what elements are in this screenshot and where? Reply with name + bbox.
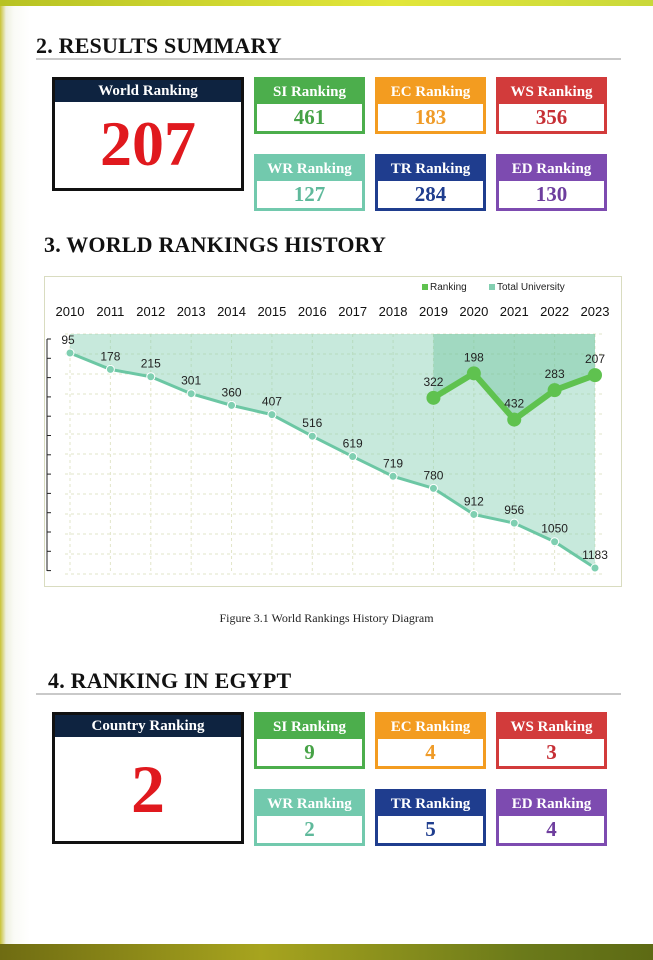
wr-ranking-card — [254, 154, 365, 211]
ranking-point — [467, 366, 481, 380]
history-chart — [44, 276, 622, 587]
egypt-ws-ranking-value: 3 — [546, 740, 557, 764]
total-university-point — [591, 564, 599, 572]
section-divider — [36, 693, 621, 695]
country-ranking-label: Country Ranking — [55, 715, 241, 737]
total-university-point — [66, 349, 74, 357]
total-university-point — [510, 519, 518, 527]
section-divider — [36, 58, 621, 60]
country-ranking-value: 2 — [131, 751, 165, 827]
total-university-data-label: 301 — [181, 373, 202, 388]
ranking-point — [507, 413, 521, 427]
egypt-wr-ranking-card — [254, 789, 365, 846]
si-ranking-value: 461 — [293, 105, 326, 129]
ranking-data-label: 322 — [423, 374, 444, 389]
history-title: 3. WORLD RANKINGS HISTORY — [44, 232, 387, 257]
total-university-data-label: 1183 — [582, 548, 608, 562]
ed-ranking-value: 130 — [535, 182, 568, 206]
history-chart-svg — [45, 277, 621, 586]
ec-ranking-card — [375, 77, 486, 134]
egypt-si-ranking-label: SI Ranking — [257, 715, 362, 739]
egypt-ec-ranking-card — [375, 712, 486, 769]
world-ranking-value: 207 — [100, 108, 196, 179]
x-tick-label: 2011 — [96, 304, 125, 319]
tr-ranking-card — [375, 154, 486, 211]
x-tick-label: 2012 — [136, 304, 166, 319]
ranking-data-label: 432 — [504, 396, 525, 411]
total-university-point — [147, 373, 155, 381]
total-university-point — [106, 365, 114, 373]
total-university-point — [308, 432, 316, 440]
egypt-ec-ranking-value: 4 — [425, 740, 436, 764]
egypt-si-ranking-value: 9 — [304, 740, 315, 764]
total-university-data-label: 780 — [423, 468, 444, 483]
legend-swatch-ranking — [422, 284, 428, 290]
tr-ranking-value: 284 — [414, 182, 447, 206]
total-university-point — [268, 411, 276, 419]
total-university-point — [389, 472, 397, 480]
egypt-ec-ranking-label: EC Ranking — [378, 715, 483, 739]
total-university-point — [551, 538, 559, 546]
total-university-data-label: 215 — [140, 356, 161, 371]
world-ranking-card — [52, 77, 244, 191]
si-ranking-card — [254, 77, 365, 134]
total-university-data-label: 360 — [221, 385, 242, 400]
ranking-point — [426, 391, 440, 405]
x-tick-label: 2019 — [419, 304, 448, 319]
ws-ranking-value: 356 — [535, 105, 568, 129]
top-accent-bar — [0, 0, 653, 6]
egypt-tr-ranking-label: TR Ranking — [378, 792, 483, 816]
x-tick-label: 2013 — [176, 304, 206, 319]
world-ranking-label: World Ranking — [55, 80, 241, 102]
si-ranking-label: SI Ranking — [257, 80, 362, 104]
egypt-ed-ranking-value: 4 — [546, 817, 557, 841]
ranking-data-label: 198 — [463, 350, 484, 365]
wr-ranking-label: WR Ranking — [257, 157, 362, 181]
egypt-ws-ranking-card — [496, 712, 607, 769]
egypt-wr-ranking-value: 2 — [304, 817, 315, 841]
total-university-point — [187, 390, 195, 398]
egypt-ws-ranking-label: WS Ranking — [499, 715, 604, 739]
x-tick-label: 2022 — [540, 304, 570, 319]
x-tick-label: 2017 — [338, 304, 368, 319]
egypt-title: 4. RANKING IN EGYPT — [48, 668, 292, 693]
x-tick-label: 2021 — [499, 304, 529, 319]
ws-ranking-card — [496, 77, 607, 134]
total-university-data-label: 178 — [100, 349, 121, 364]
egypt-tr-ranking-card — [375, 789, 486, 846]
country-ranking-card — [52, 712, 244, 844]
total-university-point — [349, 453, 357, 461]
x-tick-label: 2023 — [580, 304, 610, 319]
total-university-data-label: 956 — [504, 503, 525, 518]
ranking-point — [588, 368, 602, 382]
total-university-data-label: 516 — [302, 416, 323, 431]
x-tick-label: 2020 — [459, 304, 489, 319]
ec-ranking-value: 183 — [414, 105, 447, 129]
results-summary-title: 2. RESULTS SUMMARY — [36, 33, 282, 58]
ranking-data-label: 207 — [584, 352, 606, 367]
total-university-point — [429, 484, 437, 492]
legend-label-ranking: Ranking — [430, 282, 467, 293]
egypt-si-ranking-card — [254, 712, 365, 769]
x-tick-label: 2014 — [217, 304, 246, 319]
ed-ranking-label: ED Ranking — [499, 157, 604, 181]
ec-ranking-label: EC Ranking — [378, 80, 483, 104]
wr-ranking-value: 127 — [293, 182, 326, 206]
x-tick-label: 2015 — [257, 304, 287, 319]
egypt-tr-ranking-value: 5 — [425, 817, 436, 841]
legend-label-total-university: Total University — [497, 282, 565, 293]
x-tick-label: 2010 — [55, 304, 85, 319]
egypt-ed-ranking-card — [496, 789, 607, 846]
total-university-data-label: 407 — [261, 394, 282, 409]
total-university-data-label: 95 — [61, 333, 75, 347]
total-university-data-label: 1050 — [541, 521, 568, 536]
bottom-accent-bar — [0, 944, 653, 960]
egypt-wr-ranking-label: WR Ranking — [257, 792, 362, 816]
total-university-point — [228, 401, 236, 409]
ed-ranking-card — [496, 154, 607, 211]
x-tick-label: 2018 — [378, 304, 408, 319]
ranking-data-label: 283 — [544, 367, 565, 382]
total-university-data-label: 619 — [342, 436, 363, 451]
total-university-point — [470, 510, 478, 518]
total-university-data-label: 912 — [463, 494, 484, 509]
total-university-data-label: 719 — [383, 456, 404, 471]
chart-caption: Figure 3.1 World Rankings History Diagram — [219, 611, 434, 625]
legend-swatch-total-university — [489, 284, 495, 290]
tr-ranking-label: TR Ranking — [378, 157, 483, 181]
ws-ranking-label: WS Ranking — [499, 80, 604, 104]
x-tick-label: 2016 — [297, 304, 327, 319]
egypt-ed-ranking-label: ED Ranking — [499, 792, 604, 816]
ranking-point — [548, 383, 562, 397]
